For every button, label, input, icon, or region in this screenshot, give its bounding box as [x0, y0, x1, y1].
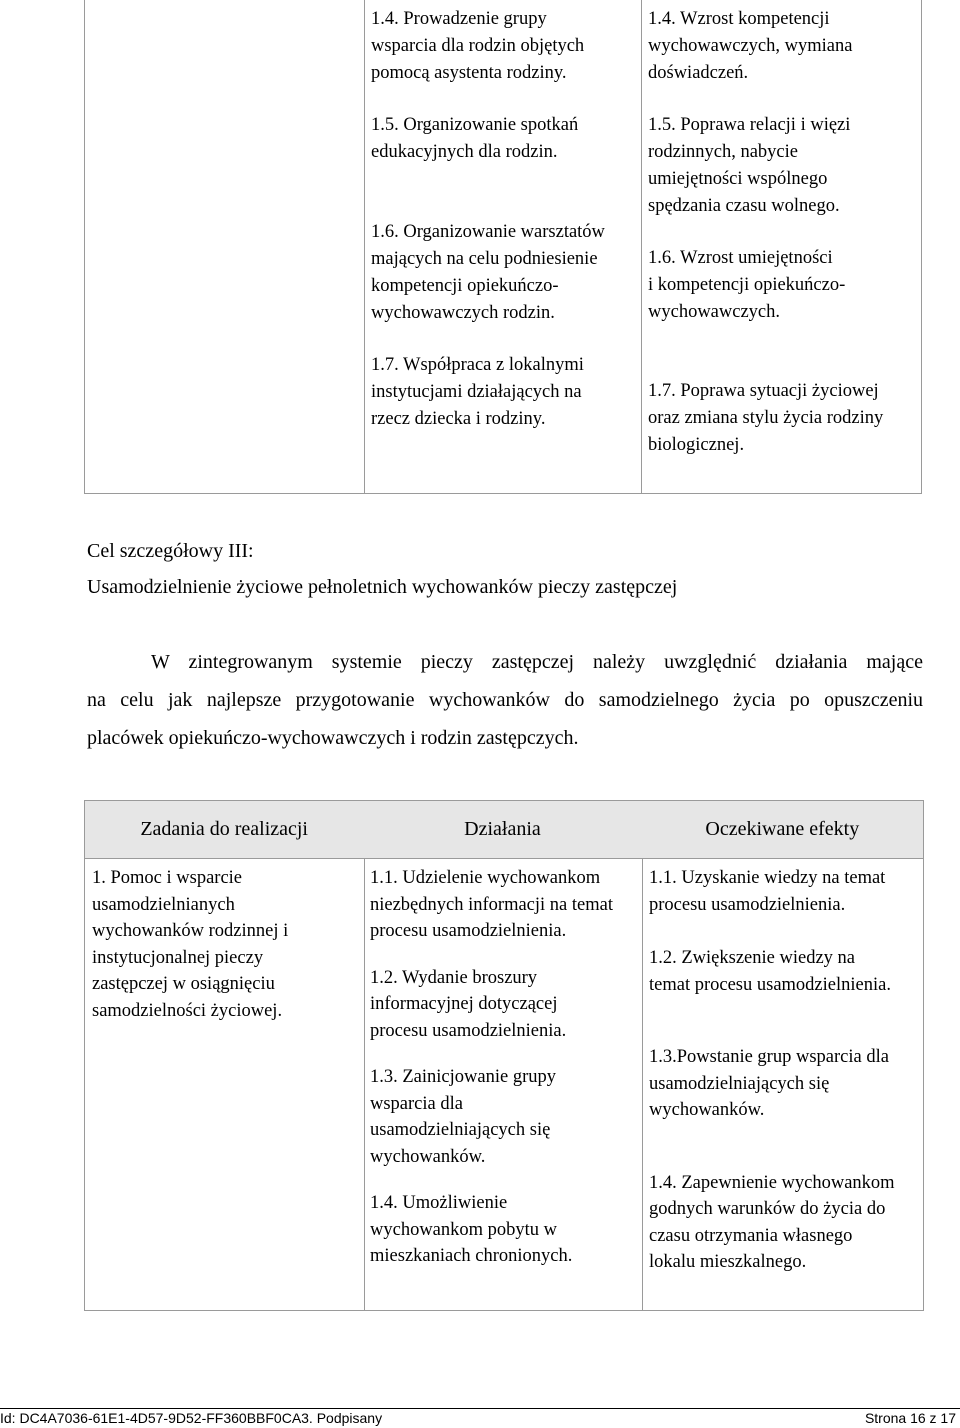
action-item: 1.3. Zainicjowanie grupy wsparcia dla usamodzielniających się wychowanków. [370, 1067, 556, 1167]
section-heading: Cel szczegółowy III: [87, 540, 254, 562]
table-divider [364, 858, 365, 1310]
table-header-row [84, 800, 924, 859]
action-item: 1.7. Współpraca z lokalnymi instytucjami działających na rzecz dziecka i rodziny. [371, 355, 584, 429]
effect-item: 1.4. Wzrost kompetencji wychowawczych, wymiana doświadczeń. [648, 9, 853, 83]
table-divider [364, 0, 365, 493]
section-subheading: Usamodzielnienie życiowe pełnoletnich wychowanków pieczy zastępczej [87, 576, 678, 598]
actions-cell [370, 865, 640, 1290]
effect-item: 1.6. Wzrost umiejętności i kompetencji opiekuńczo- wychowawczych. [648, 248, 846, 322]
table-divider [642, 858, 643, 1310]
header-tasks: Zadania do realizacji [140, 818, 308, 840]
goals-table [84, 800, 924, 1311]
task-item: 1. Pomoc i wsparcie usamodzielnianych wychowanków rodzinnej i instytucjonalnej pieczy zastępczej w osiągnięciu samodzielności życiowej. [92, 868, 289, 1021]
effect-item: 1.3.Powstanie grup wsparcia dla usamodzielniających się wychowanków. [649, 1047, 889, 1120]
action-item: 1.4. Umożliwienie wychowankom pobytu w mieszkaniach chronionych. [370, 1193, 573, 1266]
paragraph-line: na celu jak najlepsze przygotowanie wychowanków do samodzielnego życia po opuszczeniu [87, 689, 923, 711]
page-number: Strona 16 z 17 [864, 1410, 956, 1426]
effect-item: 1.7. Poprawa sytuacji życiowej oraz zmiana stylu życia rodziny biologicznej. [648, 381, 884, 455]
section-paragraph [87, 643, 923, 757]
header-effects: Oczekiwane efekty [705, 818, 860, 840]
action-item: 1.2. Wydanie broszury informacyjnej dotyczącej procesu usamodzielnienia. [370, 967, 567, 1041]
effect-item: 1.1. Uzyskanie wiedzy na temat procesu usamodzielnienia. [649, 868, 886, 915]
effects-cell [649, 865, 921, 1296]
page-footer [0, 1408, 960, 1428]
action-item: 1.1. Udzielenie wychowankom niezbędnych informacji na temat procesu usamodzielnienia. [370, 868, 613, 941]
effects-column [648, 6, 920, 484]
action-item: 1.4. Prowadzenie grupy wsparcia dla rodzin objętych pomocą asystenta rodziny. [371, 9, 585, 83]
effect-item: 1.4. Zapewnienie wychowankom godnych warunków do życia do czasu otrzymania własnego lokalu mieszkalnego. [649, 1172, 895, 1272]
actions-column [371, 6, 637, 458]
effect-item: 1.5. Poprawa relacji i więzi rodzinnych, nabycie umiejętności wspólnego spędzania czasu wolnego. [648, 115, 851, 216]
header-actions: Działania [464, 818, 541, 840]
paragraph-line: W zintegrowanym systemie pieczy zastępczej należy uwzględnić działania mające [151, 651, 923, 673]
tasks-cell [92, 865, 360, 1044]
table-body-row [84, 858, 924, 1311]
action-item: 1.6. Organizowanie warsztatów mających na celu podniesienie kompetencji opiekuńczo- wychowawczych rodzin. [371, 222, 605, 323]
table-divider [641, 0, 642, 493]
document-id: Id: DC4A7036-61E1-4D57-9D52-FF360BBF0CA3. Podpisany [0, 1410, 383, 1426]
paragraph-line: placówek opiekuńczo-wychowawczych i rodzin zastępczych. [87, 727, 579, 749]
effect-item: 1.2. Zwiększenie wiedzy na temat procesu usamodzielnienia. [649, 948, 891, 995]
action-item: 1.5. Organizowanie spotkań edukacyjnych dla rodzin. [371, 115, 579, 162]
activities-table-continued [84, 0, 922, 494]
